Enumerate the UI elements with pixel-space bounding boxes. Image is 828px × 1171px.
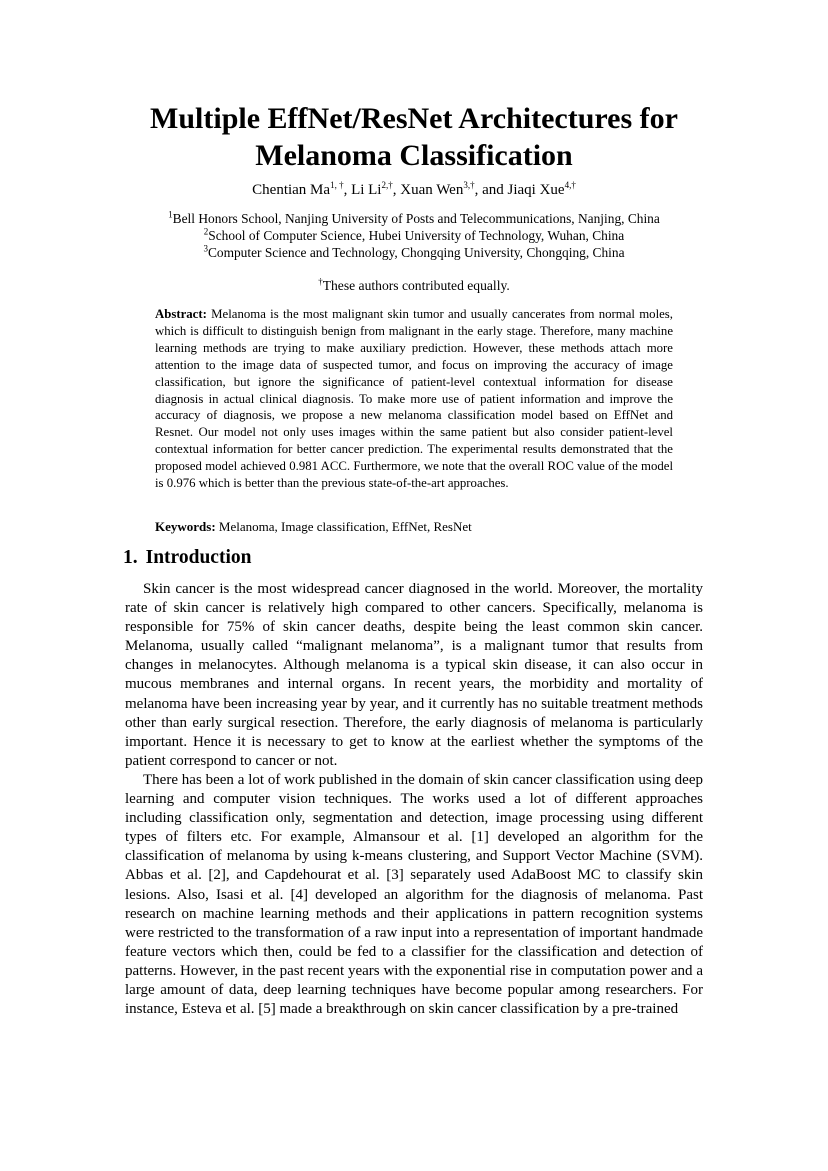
keywords bbox=[155, 518, 673, 535]
author-name: Jiaqi Xue bbox=[507, 182, 565, 198]
author-affiliation-mark: 1, † bbox=[330, 180, 344, 190]
section-title: Introduction bbox=[145, 547, 252, 568]
keywords-label: Keywords: bbox=[155, 519, 216, 534]
affiliation-mark: 2 bbox=[203, 226, 209, 237]
author-separator: , bbox=[392, 182, 401, 198]
body-paragraph: Skin cancer is the most widespread cancer diagnosed in the world. Moreover, the mortality rate of skin cancer is relatively high compared to other cancers. Specifically, melanoma is responsible for 75% of skin cancer deaths, despite being the least common skin cancer. Melanoma, usually called “malignant melanoma”, is a malignant tumor that results from changes in melanocytes. Although melanoma is a typical skin disease, it can also occur in mucous membranes and internal organs. In recent years, the morbidity and mortality of melanoma have been increasing year by year, and it currently has no suitable treatment methods other than early surgical resection. Therefore, the early diagnosis of melanoma is particularly important. Hence it is necessary to get to know at the earliest whether the symptoms of the patient correspond to cancer or not. bbox=[125, 581, 703, 769]
affiliation-text: School of Computer Science, Hubei University of Technology, Wuhan, China bbox=[208, 228, 625, 243]
author-affiliation-mark: 2,† bbox=[381, 180, 393, 190]
author-list bbox=[100, 180, 728, 200]
keywords-text: Melanoma, Image classification, EffNet, ResNet bbox=[218, 519, 472, 534]
body-paragraph: There has been a lot of work published in the domain of skin cancer classification using deep learning and computer vision techniques. The works used a lot of different approaches including classification only, segmentation and detection, image processing using different types of filters etc. For example, Almansour et al. [1] developed an algorithm for the classification of melanoma by using k-means clustering, and Support Vector Machine (SVM). Abbas et al. [2], and Capdehourat et al. [3] separately used AdaBoost MC to classify skin lesions. Also, Isasi et al. [4] developed an algorithm for the diagnosis of melanoma. Past research on machine learning methods and their applications in pattern recognition systems were restricted to the transformation of a raw input into a representation of important handmade feature vectors which then, could be fed to a classifier for the classification and detection of patterns. However, in the past recent years with the exponential rise in computation power and a large amount of data, deep learning techniques have become popular among researchers. For instance, Esteva et al. [5] made a breakthrough on skin cancer classification by a pre-trained bbox=[125, 771, 703, 1018]
abstract-label: Abstract: bbox=[155, 307, 207, 321]
abstract-text: Melanoma is the most malignant skin tumor and usually cancerates from normal moles, which is difficult to distinguish benign from malignant in the early stage. Therefore, many machine learning methods are trying to make auxiliary prediction. However, these methods attach more attention to the image data of suspected tumor, and focus on improving the accuracy of image classification, but ignore the significance of patient-level contextual information for disease diagnosis in actual clinical diagnosis. To make more use of patient information and improve the accuracy of diagnosis, we propose a new melanoma classification model based on EffNet and Resnet. Our model not only uses images within the same patient but also consider patient-level contextual information for better cancer prediction. The experimental results demonstrated that the proposed model achieved 0.981 ACC. Furthermore, we note that the overall ROC value of the model is 0.976 which is better than the previous state-of-the-art approaches. bbox=[155, 307, 673, 491]
affiliation bbox=[100, 210, 728, 227]
author-name: Li Li bbox=[351, 182, 382, 198]
paper-title: Multiple EffNet/ResNet Architectures for Melanoma Classification bbox=[150, 102, 678, 172]
author-affiliation-mark: 4,† bbox=[564, 180, 576, 190]
author-separator: , and bbox=[474, 182, 508, 198]
author-separator: , bbox=[343, 182, 352, 198]
affiliation bbox=[100, 227, 728, 244]
author-name: Chentian Ma bbox=[252, 182, 331, 198]
affiliation-list bbox=[100, 210, 728, 261]
section-heading bbox=[123, 546, 251, 570]
affiliation-mark: 3 bbox=[203, 243, 208, 254]
author-name: Xuan Wen bbox=[400, 182, 464, 198]
introduction-body bbox=[125, 580, 703, 1019]
affiliation bbox=[100, 244, 728, 261]
section-number: 1. bbox=[123, 547, 138, 568]
affiliation-mark: 1 bbox=[168, 209, 173, 220]
contribution-text: These authors contributed equally. bbox=[322, 278, 510, 293]
abstract bbox=[155, 306, 673, 492]
affiliation-text: Computer Science and Technology, Chongqing University, Chongqing, China bbox=[207, 245, 625, 260]
contribution-mark: † bbox=[318, 276, 323, 287]
author-affiliation-mark: 3,† bbox=[463, 180, 475, 190]
equal-contribution-note bbox=[100, 277, 728, 295]
affiliation-text: Bell Honors School, Nanjing University of Posts and Telecommunications, Nanjing, China bbox=[172, 211, 660, 226]
